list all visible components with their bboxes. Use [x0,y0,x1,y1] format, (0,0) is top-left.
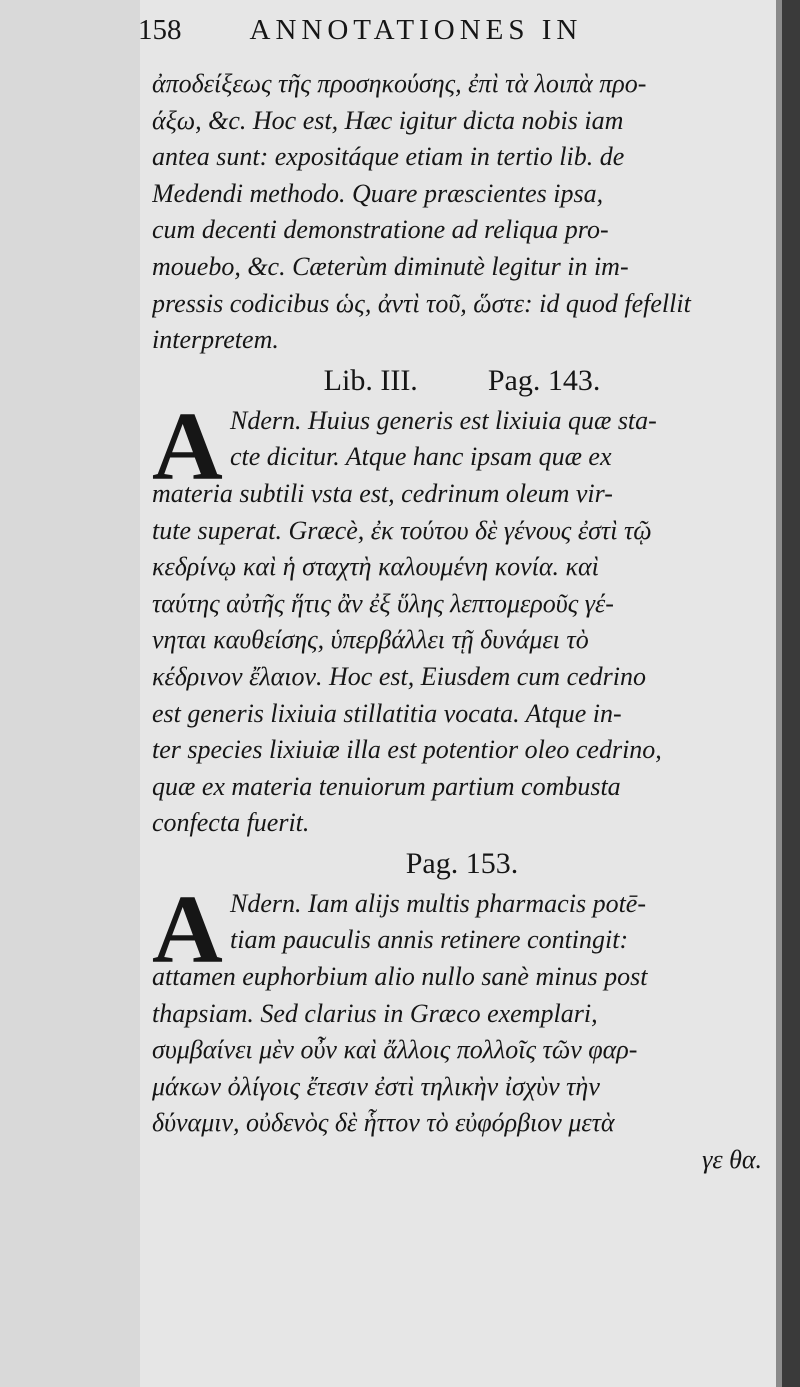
running-header [138,14,778,47]
text-line: ταύτης αὐτῆς ἥτις ἂν ἐξ ὕλης λεπτομεροῦς γέ- [152,588,614,618]
page-reference: Pag. 153. [405,846,519,880]
text-line: συμβαίνει μὲν οὖν καὶ ἄλλοις πολλοῖς τῶν φαρ- [152,1035,638,1065]
drop-cap: A [152,392,223,501]
text-line: pressis codicibus ὡς, ἀντὶ τοῦ, ὥστε: id quod fefellit [152,288,691,318]
text-line: κεδρίνῳ καὶ ἡ σταχτὴ καλουμένη κονία. καὶ [152,552,599,582]
text-body [152,66,772,1179]
text-line: tiam pauculis annis retinere contingit: [230,925,629,955]
text-line: ter species lixiuiæ illa est potentior oleo cedrino, [152,735,662,765]
text-line: mouebo, &c. Cæterùm diminutè legitur in im- [152,251,629,281]
text-line: Medendi methodo. Quare præscientes ipsa, [152,178,604,208]
text-line: antea sunt: expositáque etiam in tertio lib. de [152,142,625,172]
drop-cap: A [152,875,223,984]
text-line: άξω, &c. Hoc est, Hæc igitur dicta nobis iam [152,105,624,135]
text-line: Ndern. Huius generis est lixiuia quæ sta- [230,405,657,435]
text-line: ἀποδείξεως τῆς προσηκούσης, ἐπὶ τὰ λοιπὰ προ- [152,69,647,98]
text-line: est generis lixiuia stillatitia vocata. Atque in- [152,698,622,728]
annotation-paragraph [152,392,772,842]
text-line: Ndern. Iam alijs multis pharmacis potē- [230,888,646,918]
text-line: cum decenti demonstratione ad reliqua pro- [152,215,609,245]
text-line: interpretem. [152,325,279,355]
running-title: ANNOTATIONES IN [249,14,583,46]
paragraph-continuation [152,66,772,359]
annotation-paragraph [152,875,772,1179]
section-heading [152,842,772,886]
page-number: 158 [138,14,182,46]
page-edge [782,0,800,1387]
text-line: δύναμιν, οὐδενὸς δὲ ἧττον τὸ εὐφόρβιον μετὰ [152,1108,615,1138]
text-line: thapsiam. Sed clarius in Græco exemplari, [152,998,598,1028]
text-line: attamen euphorbium alio nullo sanè minus post [152,962,648,992]
text-line: materia subtili vsta est, cedrinum oleum vir- [152,478,613,508]
text-line: quæ ex materia tenuiorum partium combusta [152,771,621,801]
text-line: confecta fuerit. [152,808,310,838]
page-gutter-shadow [0,0,140,1387]
book-reference: Lib. III. [323,363,418,397]
text-line: cte dicitur. Atque hanc ipsam quæ ex [230,442,612,472]
text-line: γε θα. [702,1145,762,1175]
text-line: tute superat. Græcè, ἐκ τούτου δὲ γένους ἐστὶ τῷ [152,515,652,545]
section-heading [152,359,772,403]
text-line: μάκων ὀλίγοις ἔτεσιν ἐστὶ τηλικὴν ἰσχὺν τὴν [152,1071,600,1101]
text-line: νηται καυθείσης, ὑπερβάλλει τῇ δυνάμει τὸ [152,625,589,655]
page-reference: Pag. 143. [487,363,601,397]
text-line: κέδρινον ἔλαιον. Hoc est, Eiusdem cum cedrino [152,661,646,691]
